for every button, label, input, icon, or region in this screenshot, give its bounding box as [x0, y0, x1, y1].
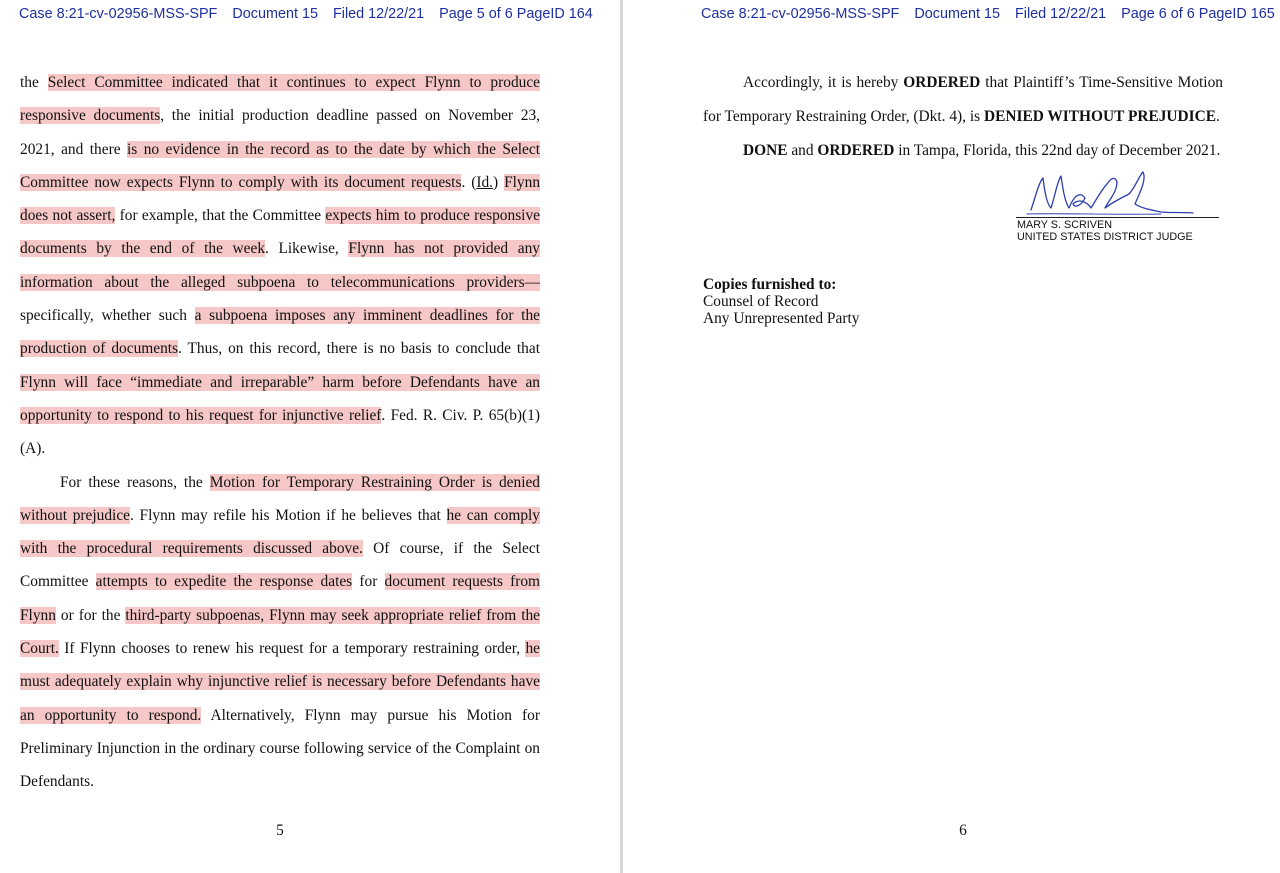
- order-paragraph: [703, 66, 1223, 134]
- case-number: Case 8:21-cv-02956-MSS-SPF: [19, 6, 218, 22]
- text-run: For these reasons, the: [60, 473, 210, 491]
- case-header: [19, 6, 604, 22]
- highlighted-text: he can comply with the procedural requirements discussed above.: [20, 506, 540, 558]
- citation-text: Id.: [476, 173, 494, 191]
- judge-name: MARY S. SCRIVEN: [1017, 219, 1112, 231]
- page-6: [623, 0, 1280, 873]
- highlighted-text: Flynn will face “immediate and irreparable” harm before Defendants have an opportunity to respond to his request for injunctive relief: [20, 373, 540, 424]
- highlighted-text: third-party subpoenas, Flynn may seek appropriate relief from the Court.: [20, 606, 540, 658]
- bold-text: DONE: [743, 142, 788, 159]
- text-run: and: [787, 142, 818, 159]
- copies-furnished: [703, 276, 859, 327]
- bold-text: ORDERED: [903, 74, 981, 91]
- case-header: [701, 6, 1280, 22]
- text-run: . Fed. R. Civ. P. 65(b)(1)(A).: [20, 406, 540, 458]
- page-number: 5: [276, 822, 284, 839]
- bold-text: ORDERED: [817, 142, 895, 159]
- text-run: Alternatively, Flynn may pursue his Motion for Preliminary Injunction in the ordinary course following service of the Complaint on Defendants.: [20, 706, 541, 791]
- highlighted-text: Flynn does not assert,: [20, 173, 541, 225]
- page-5: [0, 0, 620, 873]
- signature-block: [1016, 168, 1226, 248]
- copies-recipient: Any Unrepresented Party: [703, 310, 860, 327]
- highlighted-text: Flynn has not provided any information about the alleged subpoena to telecommunications providers—: [20, 240, 540, 291]
- text-run: If Flynn chooses to renew his request for a temporary restraining order,: [58, 640, 526, 658]
- highlighted-text: document requests from Flynn: [20, 573, 540, 624]
- text-run: . Flynn may refile his Motion if he believes that: [130, 506, 447, 524]
- order-text: [703, 66, 1223, 168]
- bold-text: DENIED WITHOUT PREJUDICE: [983, 108, 1217, 125]
- copies-recipient: Counsel of Record: [703, 293, 819, 310]
- highlighted-text: a subpoena imposes any imminent deadlines for the production of documents: [20, 307, 540, 358]
- judge-title: UNITED STATES DISTRICT JUDGE: [1017, 231, 1193, 243]
- filed-date: Filed 12/22/21: [1014, 6, 1107, 22]
- text-run: or for the: [55, 606, 126, 624]
- signature-line: [1016, 217, 1219, 218]
- copies-heading: Copies furnished to:: [703, 276, 837, 293]
- highlighted-text: attempts to expedite the response dates: [95, 573, 353, 591]
- body-text: [20, 66, 540, 799]
- highlighted-text: he must adequately explain why injunctive relief is necessary before Defendants have an opportunity to respond.: [20, 640, 540, 724]
- text-run: ): [493, 173, 505, 191]
- text-run: Of course, if the Select Committee: [20, 540, 540, 591]
- text-run: . (: [461, 173, 477, 191]
- text-run: the: [20, 74, 48, 91]
- case-number: Case 8:21-cv-02956-MSS-SPF: [701, 6, 900, 22]
- text-run: Accordingly, it is hereby: [743, 74, 904, 91]
- done-and-ordered-paragraph: [703, 134, 1223, 168]
- page-info: Page 6 of 6 PageID 165: [1121, 6, 1275, 22]
- page-info: Page 5 of 6 PageID 164: [439, 6, 593, 22]
- text-run: specifically, whether such: [20, 307, 195, 325]
- highlighted-text: expects him to produce responsive documents by the end of the week: [20, 207, 540, 258]
- page-number: 6: [959, 822, 967, 839]
- paragraph-reasoning: [20, 66, 540, 466]
- highlighted-text: is no evidence in the record as to the date by which the Select Committee now expects Flynn to comply with its document requests: [20, 140, 540, 191]
- highlighted-text: Select Committee indicated that it continues to expect Flynn to produce responsive documents: [20, 74, 540, 125]
- text-run: that Plaintiff’s Time-Sensitive Motion for Temporary Restraining Order, (Dkt. 4), is: [703, 74, 1223, 125]
- highlighted-text: Motion for Temporary Restraining Order is denied without prejudice: [20, 473, 540, 524]
- text-run: , the initial production deadline passed on November 23, 2021, and there: [20, 107, 540, 158]
- text-run: in Tampa, Florida, this 22nd day of December 2021.: [894, 142, 1221, 159]
- text-run: .: [1216, 108, 1220, 125]
- text-run: . Thus, on this record, there is no basis to conclude that: [178, 340, 540, 358]
- document-number: Document 15: [232, 6, 318, 22]
- text-run: . Likewise,: [265, 240, 349, 258]
- filed-date: Filed 12/22/21: [332, 6, 425, 22]
- text-run: for: [352, 573, 385, 591]
- text-run: for example, that the Committee: [115, 207, 326, 225]
- document-number: Document 15: [914, 6, 1000, 22]
- paragraph-conclusion: [20, 466, 540, 799]
